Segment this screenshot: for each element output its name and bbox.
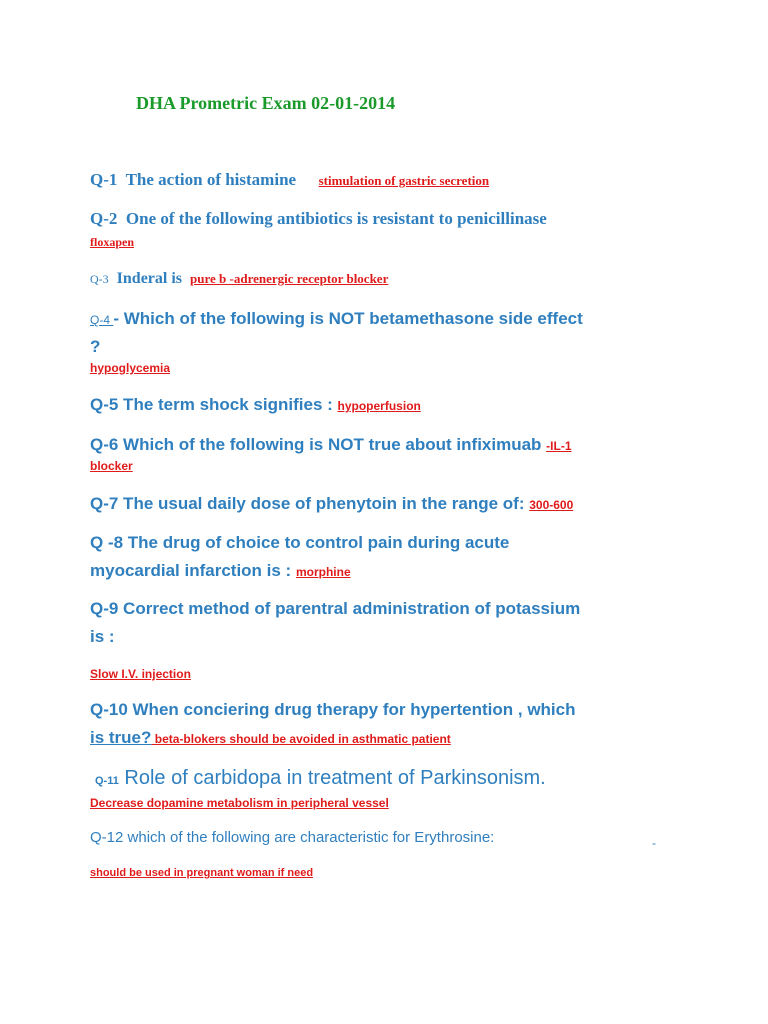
question-number: Q-4 (90, 313, 114, 327)
question-8 (90, 533, 509, 553)
question-text: Role of carbidopa in treatment of Parkinsonism. (124, 767, 546, 789)
question-number: Q-1 (90, 170, 118, 189)
question-10-line-2 (90, 728, 451, 748)
answer-text: floxapen (90, 235, 135, 249)
question-text: Q-6 Which of the following is NOT true about infiximuab (90, 435, 542, 454)
answer-text: pure b -adrenergic receptor blocker (190, 271, 389, 286)
question-9 (90, 599, 580, 619)
question-8-line-2 (90, 561, 351, 581)
answer-text: -IL-1 (546, 439, 572, 453)
answer-text-continued: blocker (90, 459, 133, 473)
question-text: The action of histamine (125, 170, 297, 189)
question-text: Q-10 When conciering drug therapy for hypertention , which (90, 700, 576, 719)
dash-mark: - (652, 836, 656, 850)
question-text: One of the following antibiotics is resistant to penicillinase (125, 209, 547, 228)
answer-text: beta-blokers should be avoided in asthmatic patient (151, 732, 451, 746)
question-text: Q -8 The drug of choice to control pain during acute (90, 533, 510, 552)
question-text: Q-7 The usual daily dose of phenytoin in the range of: (90, 494, 525, 513)
question-2 (90, 209, 547, 229)
question-text-continued: ? (90, 337, 101, 356)
question-number: Q-11 (95, 775, 119, 787)
question-number: Q-3 (90, 272, 109, 286)
question-7 (90, 494, 573, 514)
answer-text: hypoperfusion (337, 399, 421, 413)
answer-text: Decrease dopamine metabolism in peripheral vessel (90, 796, 389, 810)
answer-text: 300-600 (529, 498, 574, 512)
page-title: DHA Prometric Exam 02-01-2014 (136, 93, 396, 113)
question-text: Q-5 The term shock signifies : (90, 395, 333, 414)
answer-text: Slow I.V. injection (90, 667, 191, 681)
question-3 (90, 270, 388, 288)
answer-text: should be used in pregnant woman if need (90, 867, 314, 879)
question-12: Q-12 which of the following are characteristic for Erythrosine: (90, 829, 495, 846)
question-6 (90, 435, 572, 455)
question-11 (95, 767, 546, 790)
question-5 (90, 395, 421, 415)
question-text-continued: myocardial infarction is : (90, 561, 292, 580)
question-text: Inderal is (116, 270, 183, 287)
answer-text: hypoglycemia (90, 361, 171, 375)
question-1 (90, 170, 489, 190)
question-4 (90, 309, 583, 329)
question-text: - Which of the following is NOT betamethasone side effect (113, 309, 583, 328)
question-text: Q-9 Correct method of parentral administration of potassium (90, 599, 581, 618)
question-number: Q-2 (90, 209, 118, 228)
answer-text: stimulation of gastric secretion (318, 173, 490, 188)
answer-text: morphine (295, 565, 351, 579)
question-text-continued: is true? (90, 728, 152, 747)
question-text-continued: is : (90, 627, 115, 646)
question-10 (90, 700, 576, 720)
